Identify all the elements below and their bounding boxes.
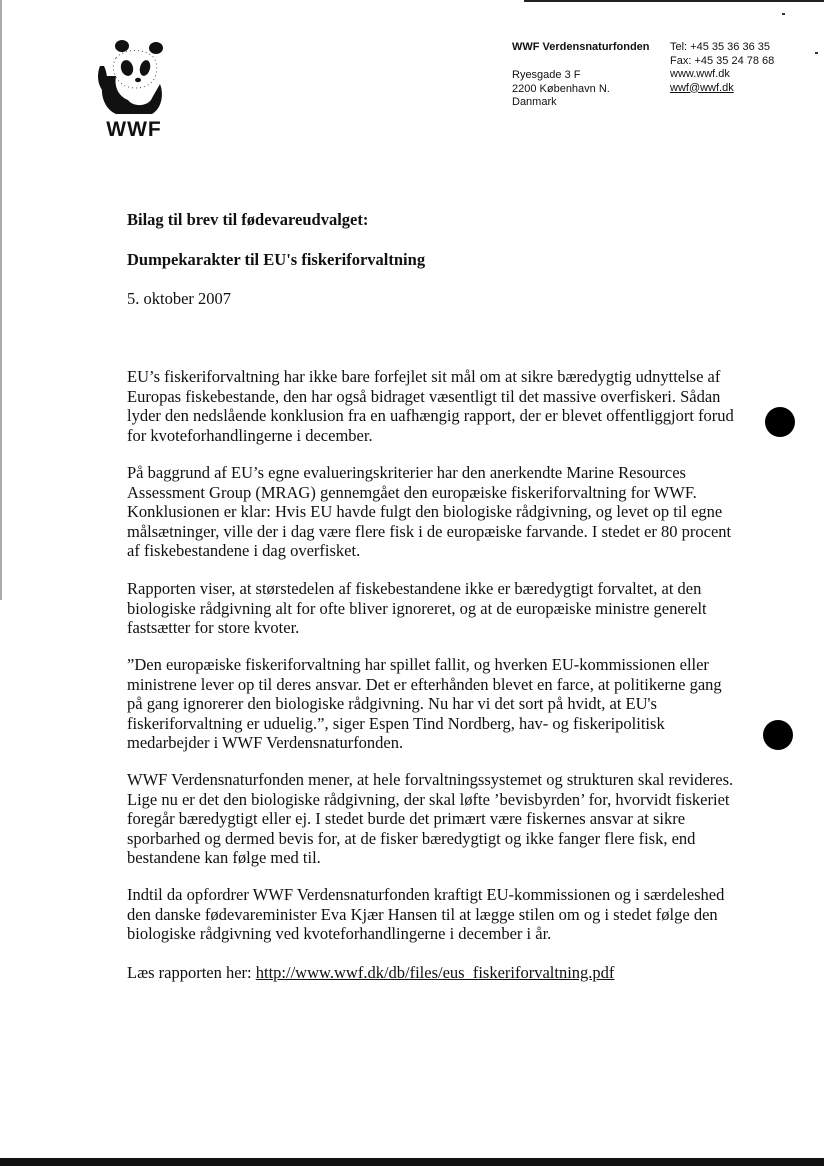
report-line [127,963,737,983]
scan-left-edge [0,0,2,600]
org-name: WWF Verdensnaturfonden [512,41,650,53]
address-line: Ryesgade 3 F [512,69,581,81]
letterhead-org [512,41,650,55]
wwf-logo [94,36,174,146]
document-date: 5. oktober 2007 [127,289,232,308]
letterhead-contact [670,41,774,95]
heading-bilag: Bilag til brev til fødevareudvalget: [127,210,369,229]
paragraph-3: Rapporten viser, at størstedelen af fiskebestandene ikke er bæredygtigt forvaltet, at den biologiske rådgivning alt for ofte bliver ignoreret, og at de europæiske ministre generelt fastsætter for store kvoter. [127,579,707,637]
paragraph-1: EU’s fiskeriforvaltning har ikke bare forfejlet sit mål om at sikre bæredygtig udnyttelse af Europas fiskebestande, den har også bidraget væsentligt til det massive overfiskeri. Sådan lyder den nedslående konklusion fra en uafhængig rapport, der er blevet offentliggjort forud for kvoteforhandlingerne i december. [127,367,734,445]
tel: Tel: +45 35 36 36 35 [670,41,770,53]
punch-hole-icon [763,720,793,750]
scan-top-rule [524,0,824,2]
report-label: Læs rapporten her: [127,963,256,982]
panda-icon [94,36,174,118]
paragraph-4: ”Den europæiske fiskeriforvaltning har spillet fallit, og hverken EU-kommissionen eller ministrene lever op til deres ansvar. Det er efterhånden blevet en farce, at politikerne gang på gang ignorerer den biologiske rådgivning. Nu har vi det sort på hvidt, at EU's fiskeriforvaltning er uduelig.”, siger Espen Tind Nordberg, hav- og fiskeripolitisk medarbejder i WWF Verdensnaturfonden. [127,655,722,752]
logo-text: WWF [106,118,162,141]
paragraph-5: WWF Verdensnaturfonden mener, at hele forvaltningssystemet og strukturen skal revideres. Lige nu er det den biologiske rådgivning, der skal løfte ’bevisbyrden’ for, hvorvidt fiskeriet foregår bæredygtigt eller ej. I stedet burde det primært være fiskernes ansvar at sikre sporbarhed og dermed bevis for, at de fisker bæredygtigt og ikke fanger flere fisk, end bestandene kan følge med til. [127,770,734,867]
scan-speck [815,52,818,54]
address-line: 2200 København N. [512,82,610,95]
report-link[interactable]: http://www.wwf.dk/db/files/eus_fiskeriforvaltning.pdf [255,963,615,982]
letterhead-address [512,69,610,110]
paragraph-6: Indtil da opfordrer WWF Verdensnaturfonden kraftigt EU-kommissionen og i særdeleshed den danske fødevareminister Eva Kjær Hansen til at lægge stilen om og i stedet følge den biologiske rådgivning ved kvoteforhandlingerne i december i år. [127,885,725,943]
web-link[interactable]: www.wwf.dk [670,68,730,80]
address-line: Danmark [512,96,557,108]
fax: Fax: +45 35 24 78 68 [670,54,775,67]
paragraph-2: På baggrund af EU’s egne evalueringskriterier har den anerkendte Marine Resources Assessment Group (MRAG) gennemgået den europæiske fiskeriforvaltning for WWF. Konklusionen er klar: Hvis EU havde fulgt den biologiske rådgivning, og levet op til egne målsætninger, ville der i dag være flere fisk i de europæiske farvande. I stedet er 80 procent af fiskebestandene i dag overfisket. [127,463,732,560]
punch-hole-icon [765,407,795,437]
email-link[interactable]: wwf@wwf.dk [670,81,734,94]
scan-speck [782,13,785,15]
page-title: Dumpekarakter til EU's fiskeriforvaltning [127,250,426,269]
scan-bottom-bar [0,1158,824,1166]
